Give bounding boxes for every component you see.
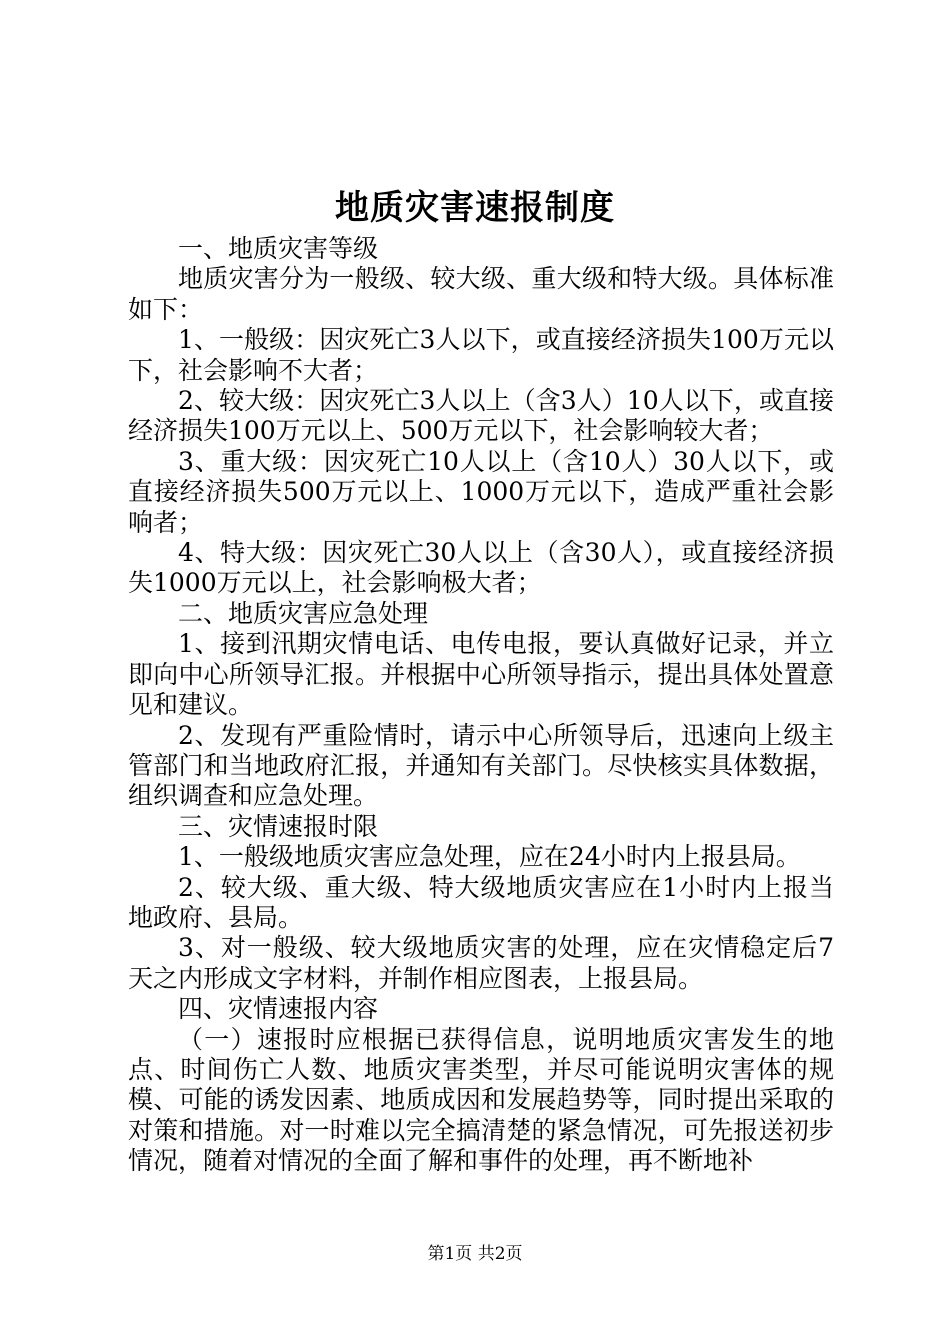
paragraph: 2、发现有严重险情时，请示中心所领导后，迅速向上级主管部门和当地政府汇报，并通知有关部门。尽快核实具体数据，组织调查和应急处理。 (128, 720, 834, 811)
paragraph: 4、特大级：因灾死亡30人以上（含30人），或直接经济损失1000万元以上，社会影响极大者； (128, 538, 834, 598)
paragraph: 1、一般级地质灾害应急处理，应在24小时内上报县局。 (178, 842, 801, 872)
paragraph: 1、接到汛期灾情电话、电传电报，要认真做好记录，并立即向中心所领导汇报。并根据中心所领导指示，提出具体处置意见和建议。 (128, 629, 834, 720)
paragraph: （一）速报时应根据已获得信息，说明地质灾害发生的地点、时间伤亡人数、地质灾害类型，并尽可能说明灾害体的规模、可能的诱发因素、地质成因和发展趋势等，同时提出采取的对策和措施。对一时难以完全搞清楚的紧急情况，可先报送初步情况，随着对情况的全面了解和事件的处理，再不断地补 (128, 1024, 834, 1176)
section-heading: 二、地质灾害应急处理 (178, 598, 429, 628)
paragraph: 地质灾害分为一般级、较大级、重大级和特大级。具体标准如下： (128, 264, 834, 324)
paragraph: 2、较大级、重大级、特大级地质灾害应在1小时内上报当地政府、县局。 (128, 872, 834, 932)
paragraph: 3、重大级：因灾死亡10人以上（含10人）30人以下，或直接经济损失500万元以上、1000万元以下，造成严重社会影响者； (128, 446, 834, 537)
document-body (128, 234, 834, 1177)
paragraph: 3、对一般级、较大级地质灾害的处理，应在灾情稳定后7天之内形成文字材料，并制作相应图表，上报县局。 (128, 933, 834, 993)
section-heading: 三、灾情速报时限 (178, 811, 379, 841)
section-heading: 四、灾情速报内容 (178, 994, 379, 1024)
paragraph: 1、一般级：因灾死亡3人以下，或直接经济损失100万元以下，社会影响不大者； (128, 325, 834, 385)
section-heading: 一、地质灾害等级 (178, 234, 379, 263)
document-title: 地质灾害速报制度 (335, 188, 615, 228)
page-footer: 第1页 共2页 (427, 1244, 523, 1264)
paragraph: 2、较大级：因灾死亡3人以上（含3人）10人以下，或直接经济损失100万元以上、500万元以下，社会影响较大者； (128, 386, 834, 446)
